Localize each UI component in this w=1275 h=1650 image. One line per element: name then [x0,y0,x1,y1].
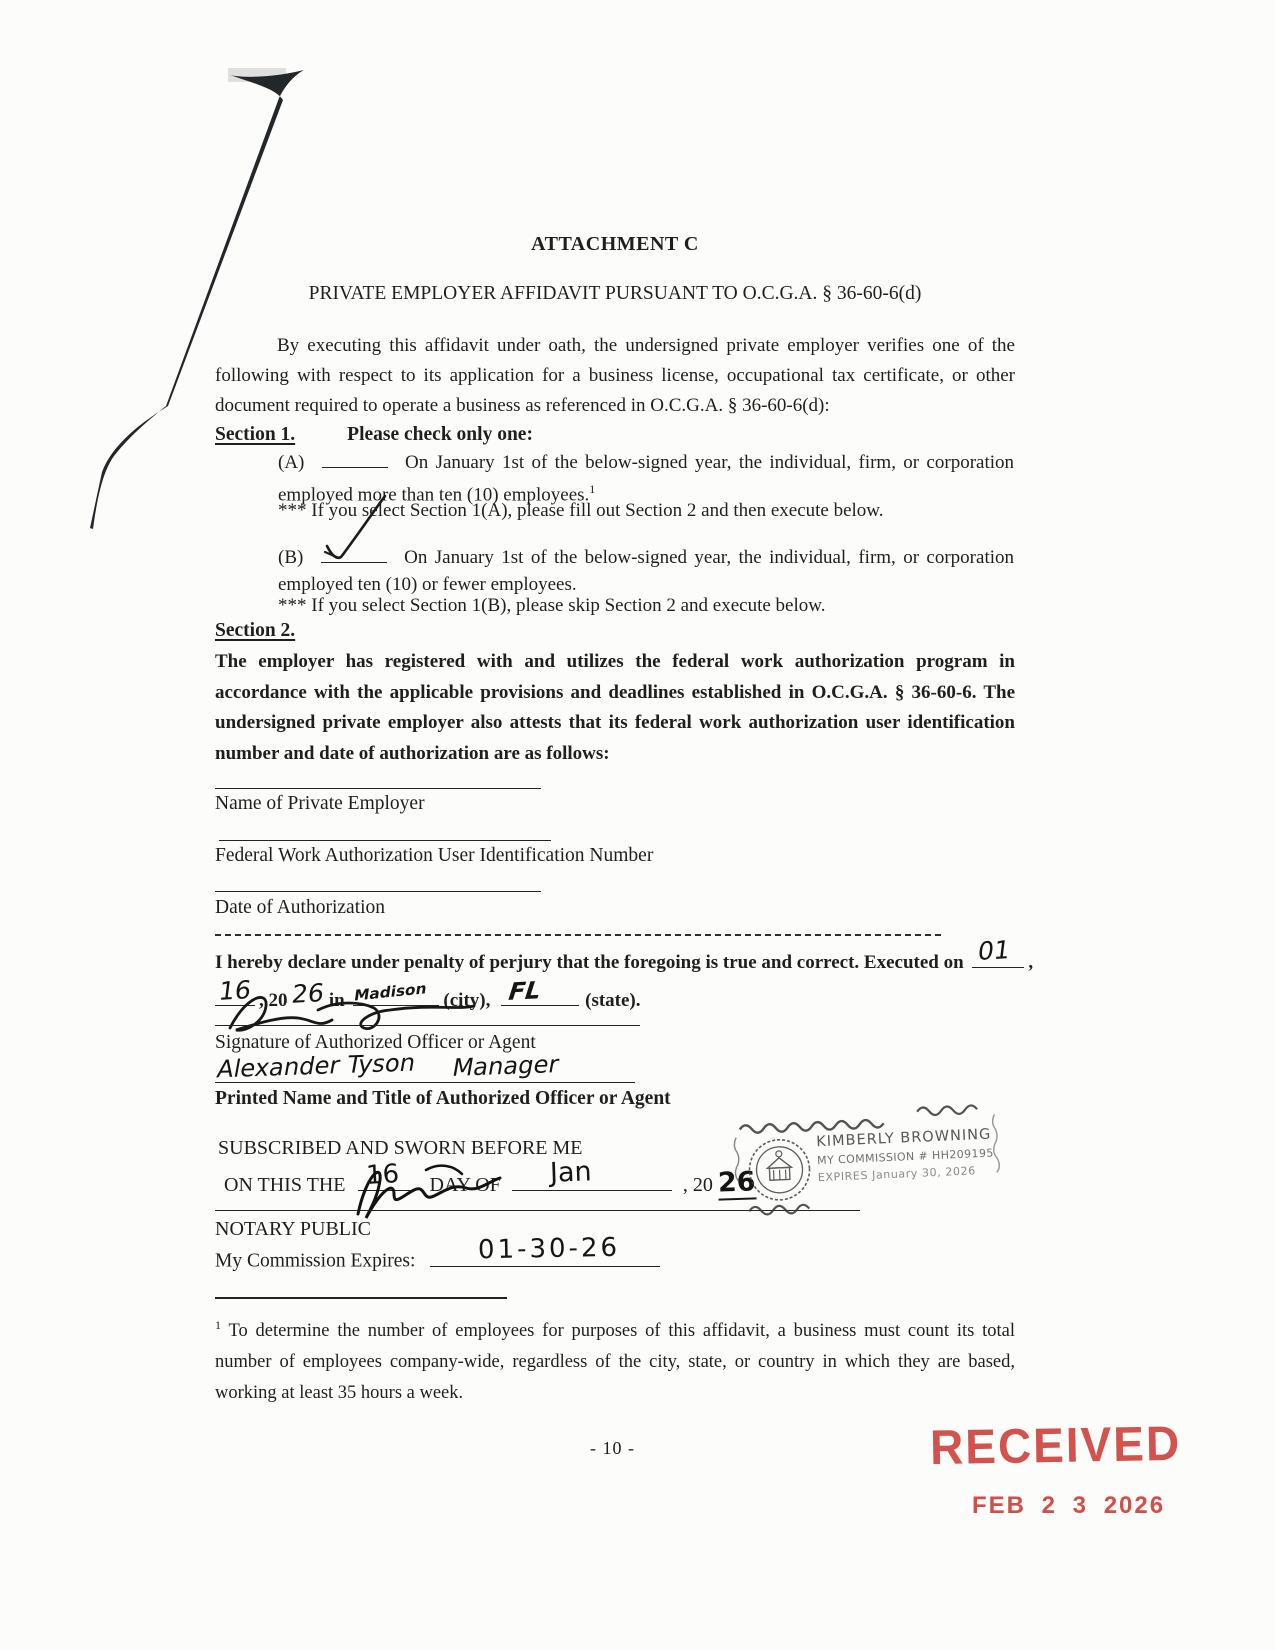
stamp-expiry: EXPIRES January 30, 2026 [817,1164,977,1185]
option-b-text: On January 1st of the below-signed year, the individual, firm, or corporation employed ten (10) or fewer employees. [278,547,1015,595]
option-a-note: *** If you select Section 1(A), please fill out Section 2 and then execute below. [278,500,884,521]
auth-date-line [215,877,541,892]
notary-seal-icon [748,1139,811,1202]
option-b [278,543,1014,598]
option-a-checkbox-blank [322,448,388,468]
auth-date-label: Date of Authorization [215,897,386,918]
printed-name-handwritten: Alexander Tyson [214,1048,418,1084]
declaration-line1 [215,935,1045,978]
page-title: PRIVATE EMPLOYER AFFIDAVIT PURSUANT TO O.C.G.A. § 36-60-6(d) [308,283,922,304]
sworn-year-prefix: , 20 [682,1174,713,1196]
printed-name-label: Printed Name and Title of Authorized Officer or Agent [215,1088,671,1109]
stamp-commission-number: MY COMMISSION # HH209195 [816,1146,994,1168]
declaration-sentence: I hereby declare under penalty of perjury that the foregoing is true and correct. Executed on [215,952,964,973]
stamp-notary-name: KIMBERLY BROWNING [816,1126,992,1151]
federal-id-label: Federal Work Authorization User Identification Number [215,845,654,866]
commission-row [215,1232,660,1273]
option-b-checkbox-blank [321,543,387,563]
federal-id-line [219,826,551,841]
sworn-year-handwritten: 26 [717,1166,756,1199]
signature-line [215,1011,640,1026]
section1-heading-row [215,424,1015,446]
commission-label: My Commission Expires: [215,1250,416,1272]
option-b-label: (B) [278,547,304,568]
dashed-separator [215,934,941,936]
signature-label: Signature of Authorized Officer or Agent [215,1032,536,1053]
notary-public-label: NOTARY PUBLIC [215,1218,372,1240]
executed-month-handwritten: 01 [976,935,1013,966]
declaration-state-label: (state). [585,990,641,1011]
executed-month-blank [972,935,1024,968]
section1-instruction: Please check only one: [347,424,533,445]
option-b-checkmark [325,496,389,568]
sworn-day-handwritten: 16 [365,1159,401,1191]
option-a-label: (A) [278,452,305,473]
declaration-comma: , [1028,952,1034,973]
executed-year-handwritten: 26 [290,978,326,1009]
declaration-in: in [328,990,345,1011]
declaration-year-prefix: , 20 [259,990,288,1011]
on-this-label: ON THIS THE [224,1174,346,1196]
option-b-note: *** If you select Section 1(B), please skip Section 2 and execute below. [278,595,826,616]
page-number: - 10 - [590,1438,635,1458]
printed-title-handwritten: Manager [449,1050,561,1082]
option-a-footnote-ref: 1 [589,482,596,496]
intro-paragraph: By executing this affidavit under oath, the undersigned private employer verifies one of the following with respect to its application for a business license, occupational tax certificate, or other document required to operate a business as referenced in O.C.G.A. § 36-60-6(d): [215,335,1015,416]
section1-heading: Section 1. [215,424,296,445]
option-a-text: On January 1st of the below-signed year, the individual, firm, or corporation employed more than ten (10) employees. [278,452,1015,506]
printed-name-line [215,1068,635,1083]
executed-city-handwritten: Madison [353,979,429,1005]
declaration-city-label: (city), [443,990,491,1011]
received-date-stamp: FEB 2 3 2026 [972,1492,1166,1519]
footnote [215,1310,1015,1409]
footnote-text: To determine the number of employees for purposes of this affidavit, a business must count its total number of employees company-wide, regardless of the city, state, or country in which they are based, working at least 35 hours a week. [215,1321,1015,1404]
footnote-separator [215,1297,507,1299]
employer-name-line [215,774,541,789]
executed-state-handwritten: FL [507,976,543,1006]
section2-body: The employer has registered with and utilizes the federal work authorization program in accordance with the applicable provisions and deadlines established in O.C.G.A. § 36-60-6. The undersigned private employer also attests that its federal work authorization user identification number and date of authorization are as follows: [215,651,1015,764]
commission-blank [430,1232,660,1267]
commission-expiry-handwritten: 01-30-26 [478,1232,621,1265]
notary-stamp [731,1092,1004,1220]
sworn-month-handwritten: Jan [549,1156,592,1189]
attachment-title: ATTACHMENT C [531,233,699,255]
received-stamp: RECEIVED [929,1415,1182,1475]
employer-name-label: Name of Private Employer [215,793,425,814]
subscribed-line: SUBSCRIBED AND SWORN BEFORE ME [218,1137,583,1159]
executed-day-handwritten: 16 [217,975,253,1006]
day-of-label: DAY OF [429,1174,501,1196]
section2-heading: Section 2. [215,620,296,641]
footnote-marker: 1 [215,1318,221,1332]
